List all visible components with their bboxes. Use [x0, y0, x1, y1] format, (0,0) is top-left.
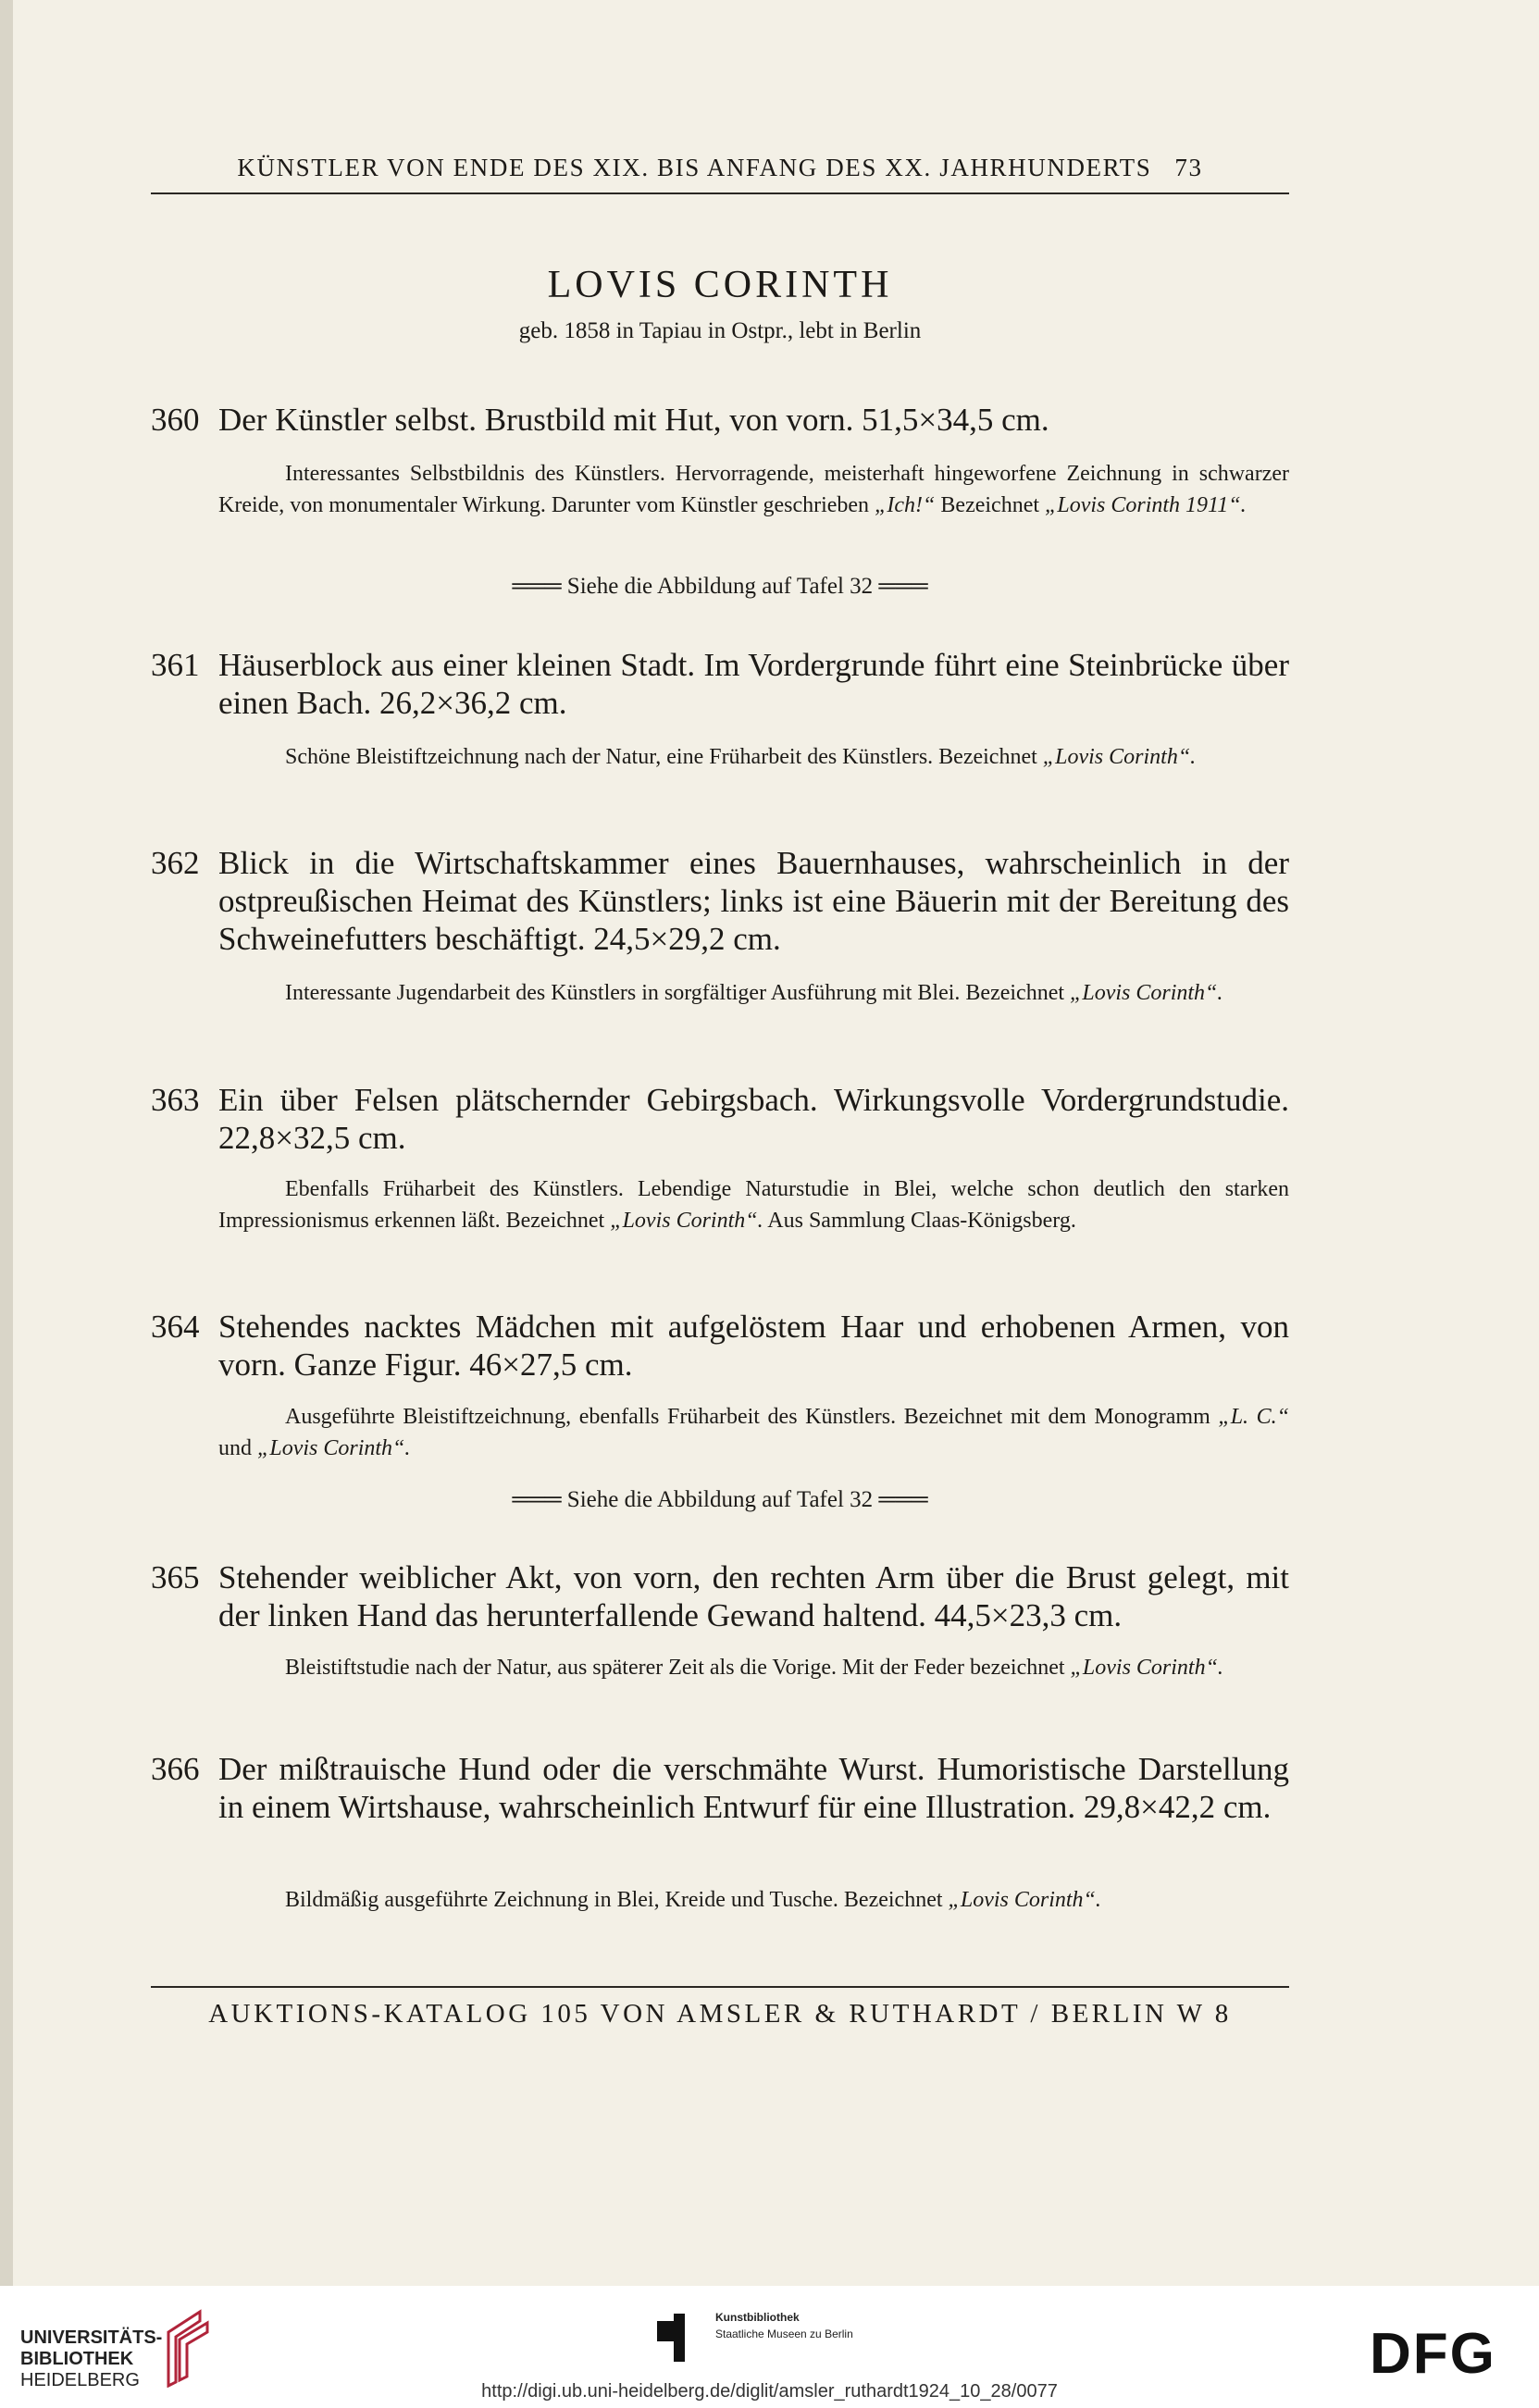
note-text: Ebenfalls Früharbeit des Künstlers. Lebendige Naturstudie in Blei, welche schon deutlich den starken Impressionismus erkennen läßt. Bezeichnet — [218, 1177, 1289, 1233]
entry-363 — [151, 1081, 1289, 1157]
note-text: Bildmäßig ausgeführte Zeichnung in Blei, Kreide und Tusche. Bezeichnet — [285, 1888, 949, 1912]
entry-366-note — [218, 1884, 1289, 1916]
ub-line2: BIBLIOTHEK — [20, 2349, 134, 2369]
note-italic: „Lovis Corinth“. — [257, 1436, 411, 1460]
kb-line1: Kunstbibliothek — [715, 2311, 800, 2324]
entry-365-note — [218, 1652, 1289, 1683]
page-number: 73 — [1174, 154, 1203, 181]
entry-number: 363 — [151, 1082, 200, 1118]
entry-364-note — [218, 1401, 1289, 1464]
note-italic: „Lovis Corinth“. — [948, 1888, 1101, 1912]
entry-title: Häuserblock aus einer kleinen Stadt. Im Vordergrunde führt eine Steinbrücke über einen Bach. 26,2×36,2 cm. — [218, 647, 1289, 721]
kunstbibliothek-logo-icon — [657, 2314, 698, 2362]
header-rule — [151, 192, 1289, 194]
ub-line3: HEIDELBERG — [20, 2370, 140, 2390]
entry-number: 360 — [151, 402, 200, 438]
entry-364 — [151, 1308, 1289, 1384]
entry-362-note — [218, 977, 1289, 1009]
note-italic: „Lovis Corinth“. — [1070, 981, 1223, 1005]
note-text: und — [218, 1436, 257, 1460]
note-italic: „Ich!“ — [875, 493, 936, 517]
note-italic: „Lovis Corinth 1911“. — [1045, 493, 1247, 517]
entry-title: Der Künstler selbst. Brustbild mit Hut, von vorn. 51,5×34,5 cm. — [218, 402, 1049, 438]
entry-title: Stehender weiblicher Akt, von vorn, den rechten Arm über die Brust gelegt, mit der linken Hand das herunterfallende Gewand haltend. 44,5×23,3 cm. — [218, 1559, 1289, 1633]
plate-reference: ═══ Siehe die Abbildung auf Tafel 32 ═══ — [512, 1487, 928, 1512]
entry-number: 366 — [151, 1751, 200, 1787]
entry-number: 361 — [151, 647, 200, 683]
entry-title: Stehendes nacktes Mädchen mit aufgelöstem Haar und erhobenen Armen, von vorn. Ganze Figur. 46×27,5 cm. — [218, 1309, 1289, 1383]
entry-number: 365 — [151, 1559, 200, 1595]
entry-360 — [151, 401, 1289, 439]
artist-name: LOVIS CORINTH — [547, 264, 893, 306]
plate-reference: ═══ Siehe die Abbildung auf Tafel 32 ═══ — [512, 574, 928, 599]
footer-rule — [151, 1986, 1289, 1988]
entry-title: Ein über Felsen plätschernder Gebirgsbach. Wirkungsvolle Vordergrundstudie. 22,8×32,5 cm. — [218, 1082, 1289, 1156]
ub-logo-icon — [155, 2308, 211, 2388]
running-head-text: KÜNSTLER VON ENDE DES XIX. BIS ANFANG DES XX. JAHRHUNDERTS — [237, 154, 1152, 181]
entry-361 — [151, 646, 1289, 722]
entry-365 — [151, 1558, 1289, 1634]
note-italic: „Lovis Corinth“. — [610, 1209, 763, 1233]
ub-line1: UNIVERSITÄTS- — [20, 2327, 163, 2348]
entry-number: 364 — [151, 1309, 200, 1345]
entry-366 — [151, 1750, 1289, 1826]
permalink-url[interactable]: http://digi.ub.uni-heidelberg.de/diglit/amsler_ruthardt1924_10_28/0077 — [481, 2381, 1058, 2402]
note-text: Bezeichnet — [935, 493, 1046, 517]
note-text: Schöne Bleistiftzeichnung nach der Natur, eine Früharbeit des Künstlers. Bezeichnet — [285, 745, 1043, 769]
note-italic: „Lovis Corinth“. — [1070, 1656, 1223, 1680]
entry-title: Der mißtrauische Hund oder die verschmähte Wurst. Humoristische Darstellung in einem Wirtshause, wahrscheinlich Entwurf für eine Illustration. 29,8×42,2 cm. — [218, 1751, 1289, 1825]
note-text: Interessantes Selbstbildnis des Künstlers. Hervorragende, meisterhaft hingeworfene Zeichnung in schwarzer Kreide, von monumentaler Wirkung. Darunter vom Künstler geschrieben — [218, 462, 1289, 517]
entry-361-note — [218, 741, 1289, 773]
entry-number: 362 — [151, 845, 200, 881]
kunstbibliothek-wordmark — [715, 2309, 853, 2342]
note-italic: „Lovis Corinth“. — [1042, 745, 1197, 769]
note-text: Aus Sammlung Claas-Königsberg. — [763, 1209, 1076, 1233]
catalog-footer: AUKTIONS-KATALOG 105 VON AMSLER & RUTHARDT / BERLIN W 8 — [208, 1999, 1232, 2029]
entry-360-note — [218, 458, 1289, 521]
note-text: Interessante Jugendarbeit des Künstlers in sorgfältiger Ausführung mit Blei. Bezeichnet — [285, 981, 1071, 1005]
note-text: Ausgeführte Bleistiftzeichnung, ebenfalls Früharbeit des Künstlers. Bezeichnet mit dem Monogramm — [285, 1405, 1219, 1429]
note-text: Bleistiftstudie nach der Natur, aus späterer Zeit als die Vorige. Mit der Feder bezeichnet — [285, 1656, 1071, 1680]
dfg-logo: DFG — [1370, 2322, 1496, 2386]
running-head — [151, 154, 1289, 182]
page-edge — [0, 0, 13, 2286]
note-italic: „L. C.“ — [1218, 1405, 1289, 1429]
artist-bio: geb. 1858 in Tapiau in Ostpr., lebt in Berlin — [518, 318, 922, 343]
entry-362 — [151, 844, 1289, 958]
kb-line2: Staatliche Museen zu Berlin — [715, 2327, 853, 2340]
entry-title: Blick in die Wirtschaftskammer eines Bauernhauses, wahrscheinlich in der ostpreußischen Heimat des Künstlers; links ist eine Bäuerin mit der Bereitung des Schweinefutters beschäftigt. 24,5×29,2 cm. — [218, 845, 1289, 957]
entry-363-note — [218, 1173, 1289, 1236]
